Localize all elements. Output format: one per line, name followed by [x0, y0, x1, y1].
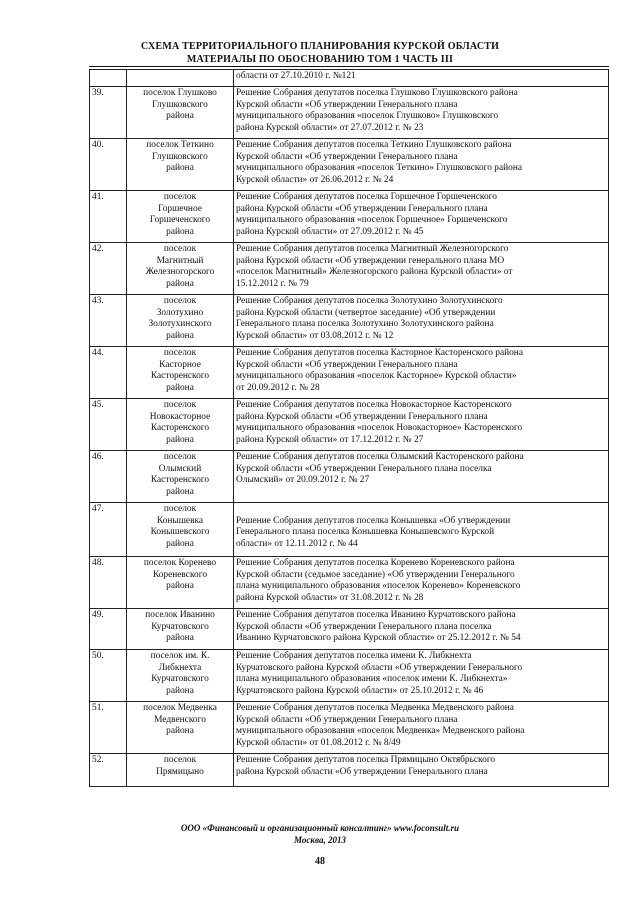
table-row [90, 702, 609, 754]
decision-text-line: Курчатовского района Курской области» от 25.10.2012 г. № 46 [236, 685, 484, 696]
settlement-name-line: района [166, 226, 194, 237]
settlement-name-line: поселок Иванино [145, 610, 215, 620]
table-row [90, 503, 609, 557]
decision-text-line: района Курской области» от 17.12.2012 г. № 27 [236, 434, 424, 445]
decision-text-line: Генерального плана поселка Золотухино Золотухинского района [236, 319, 494, 329]
header-rule [89, 66, 609, 67]
decision-text-line: Курской области» от 26.06.2012 г. № 24 [236, 174, 394, 185]
decision-text-line: района Курской области» от 27.07.2012 г. № 23 [236, 122, 424, 133]
settlement-name-line: Новокасторное [149, 411, 211, 422]
decision-text-line: Решение Собрания депутатов поселка Коренево Кореневского района [236, 558, 515, 568]
decision-text-line: Курской области» от 01.08.2012 г. № 8/49 [236, 737, 401, 748]
decision-text [234, 139, 609, 191]
footer-city: Москва, 2013 [294, 835, 346, 845]
table-row [90, 754, 609, 787]
decision-text-line: Олымский» от 20.09.2012 г. № 27 [236, 475, 370, 485]
settlement-name-line: Горшечное [158, 203, 202, 214]
decision-text-line: Курской области «Об утверждении Генерального плана [236, 151, 458, 162]
settlement-name-line: Магнитный [156, 255, 204, 266]
decision-text-line: муниципального образования «поселок Глушково» Глушковского [236, 111, 499, 121]
table-row [90, 295, 609, 347]
settlement-name-line: поселок Теткино [146, 140, 214, 150]
row-number: 45. [90, 399, 127, 451]
decision-text [234, 609, 609, 650]
decision-text-line [236, 487, 606, 499]
decision-text-line: муниципального образования «поселок Горшечное» Горшеченского [236, 215, 508, 225]
settlement-name [127, 87, 234, 139]
decision-text-line: Решение Собрания депутатов поселка Прямицыно Октябрьского [236, 755, 496, 765]
decision-text-line: района Курской области «Об утверждении Генерального плана [236, 203, 488, 214]
settlement-name [127, 754, 234, 787]
table-row-continuation [90, 70, 609, 87]
settlement-name-line: района [166, 163, 194, 173]
settlement-name-line: Прямицыно [156, 766, 204, 777]
settlement-name [127, 243, 234, 295]
decision-text [234, 702, 609, 754]
table-row [90, 609, 609, 650]
settlement-name [127, 70, 234, 87]
table-row [90, 557, 609, 609]
settlement-name-line: района [166, 111, 194, 121]
settlement-name [127, 650, 234, 702]
decision-text-line: Решение Собрания депутатов поселка имени К. Либкнехта [236, 651, 472, 661]
footer-company: ООО «Финансовый и организационный консалтинг» www.foconsult.ru [180, 823, 460, 833]
decision-text-line [236, 504, 606, 516]
decision-text-line: Решение Собрания депутатов поселка Медвенка Медвенского района [236, 703, 514, 713]
settlement-name-line: района [166, 330, 194, 341]
settlement-name-line: Олымский [158, 463, 202, 474]
row-number: 51. [90, 702, 127, 754]
settlement-name-line: Горшеченского [149, 215, 211, 225]
settlement-name-line: Конышевка [156, 515, 204, 526]
settlement-name-line: Медвенского [154, 714, 206, 725]
decision-text [234, 191, 609, 243]
decision-text-line: района Курской области «Об утверждении Генерального плана [236, 766, 488, 777]
row-number: 48. [90, 557, 127, 609]
settlement-name-line: района [166, 382, 194, 393]
decision-text-line: от 20.09.2012 г. № 28 [236, 382, 320, 393]
settlement-name-line: поселок [163, 192, 197, 202]
row-number [90, 70, 127, 87]
settlement-name-line: Конышевского [150, 527, 210, 537]
settlement-name-line: Золотухинского [148, 319, 212, 329]
decision-text [234, 295, 609, 347]
decision-text [234, 557, 609, 609]
settlement-name-line: Кореневского [152, 569, 208, 580]
settlement-name [127, 139, 234, 191]
settlement-name-line: Глушковского [152, 99, 208, 110]
decision-text [234, 503, 609, 557]
settlement-name-line: Касторное [159, 359, 201, 370]
table-row [90, 451, 609, 503]
row-number: 42. [90, 243, 127, 295]
decision-text-line: Курской области «Об утверждении Генерального плана [236, 359, 458, 370]
decision-text-line: плана муниципального образования «поселок имени К. Либкнехта» [236, 674, 508, 684]
decision-text-line: Решение Собрания депутатов поселка Золотухино Золотухинского [236, 296, 503, 306]
table-row [90, 347, 609, 399]
row-number: 50. [90, 650, 127, 702]
settlement-name-line: Либкнехта [158, 662, 202, 673]
decision-text-line: Решение Собрания депутатов поселка Олымский Касторенского района [236, 452, 524, 462]
settlement-name-line: Золотухино [156, 307, 204, 318]
decision-text-line: муниципального образования «поселок Теткино» Глушковского района [236, 163, 523, 173]
decision-text-line: «поселок Магнитный» Железногорского района Курской области» от [236, 267, 513, 277]
settlement-name [127, 399, 234, 451]
settlement-name-line: района [166, 633, 194, 643]
decision-text-line: района Курской области» от 27.09.2012 г. № 45 [236, 226, 424, 237]
row-number: 40. [90, 139, 127, 191]
decision-text-line: района Курской области (четвертое заседание) «Об утверждении [236, 307, 496, 318]
decision-text-line: Курской области (седьмое заседание) «Об утверждении Генерального [236, 569, 515, 580]
decision-text [234, 243, 609, 295]
row-number: 44. [90, 347, 127, 399]
decision-text-line: Решение Собрания депутатов поселка Иванино Курчатовского района [236, 610, 516, 620]
decision-text-line: района Курской области «Об утверждении Генерального плана [236, 411, 488, 422]
settlement-name-line: поселок [163, 400, 197, 410]
decision-text-line: Решение Собрания депутатов поселка Магнитный Железногорского [236, 244, 509, 254]
settlement-name-line: Касторенского [150, 371, 210, 381]
decision-text: области от 27.10.2010 г. №121 [234, 70, 609, 87]
settlement-name-line: Курчатовского [151, 674, 209, 684]
settlement-name [127, 451, 234, 503]
settlement-name-line: поселок [163, 452, 197, 462]
row-number: 43. [90, 295, 127, 347]
decision-text-line: Курской области «Об утверждении Генерального плана поселка [236, 463, 492, 474]
settlement-name [127, 702, 234, 754]
decision-text-line: Решение Собрания депутатов поселка Глушково Глушковского района [236, 88, 518, 98]
settlement-name-line: поселок Медвенка [143, 703, 217, 713]
settlement-name-line: поселок Кореневo [143, 558, 217, 568]
decision-text-line: муниципального образования «поселок Новокасторное» Касторенского [236, 423, 523, 433]
decision-text-line: района Курской области» от 31.08.2012 г. № 28 [236, 592, 424, 603]
decision-text-line: Курской области «Об утверждении Генерального плана [236, 99, 458, 110]
decision-text-line: Курской области» от 03.08.2012 г. № 12 [236, 330, 394, 341]
row-number: 46. [90, 451, 127, 503]
table-row [90, 243, 609, 295]
decision-text-line: Решение Собрания депутатов поселка Новокасторное Касторенского [236, 400, 512, 410]
decision-text-line: Решение Собрания депутатов поселка Конышевка «Об утверждении [236, 515, 511, 526]
decision-text-line: Решение Собрания депутатов поселка Теткино Глушковского района [236, 140, 512, 150]
table-row [90, 650, 609, 702]
document-title: СХЕМА ТЕРРИТОРИАЛЬНОГО ПЛАНИРОВАНИЯ КУРСКОЙ ОБЛАСТИ [140, 41, 500, 52]
document-subtitle: МАТЕРИАЛЫ ПО ОБОСНОВАНИЮ ТОМ 1 ЧАСТЬ III [186, 54, 454, 65]
table-row [90, 139, 609, 191]
decision-text [234, 451, 609, 503]
settlement-name-line: Железногорского [145, 267, 215, 277]
decision-text-line: Курской области «Об утверждении Генерального плана [236, 714, 458, 725]
table-row [90, 191, 609, 243]
settlement-name-line: поселок им. К. [150, 651, 210, 661]
settlement-name [127, 191, 234, 243]
decision-text-line: 15.12.2012 г. № 79 [236, 278, 309, 289]
settlement-name-line: Касторенского [150, 423, 210, 433]
decision-text-line: муниципального образования «поселок Медвенка» Медвенского района [236, 726, 525, 736]
settlement-name-line: района [166, 581, 194, 591]
settlement-name-line: поселок [163, 296, 197, 306]
settlement-name-line: района [166, 486, 194, 497]
decision-text [234, 87, 609, 139]
decision-text [234, 650, 609, 702]
decision-text-line: Иванино Курчатовского района Курской области» от 25.12.2012 г. № 54 [236, 633, 521, 643]
settlement-name-line: района [166, 538, 194, 549]
decision-text [234, 347, 609, 399]
settlement-name-line: поселок [163, 244, 197, 254]
settlement-name-line: поселок [163, 348, 197, 358]
decision-text [234, 399, 609, 451]
settlement-name [127, 295, 234, 347]
table-row [90, 399, 609, 451]
settlement-name [127, 347, 234, 399]
page-number: 48 [315, 856, 325, 867]
decision-text-line: области» от 12.11.2012 г. № 44 [236, 538, 358, 549]
settlement-name [127, 503, 234, 557]
settlement-name-line: района [166, 434, 194, 445]
decision-text-line: Решение Собрания депутатов поселка Касторное Касторенского района [236, 348, 523, 358]
decision-text [234, 754, 609, 787]
settlement-name [127, 557, 234, 609]
settlement-name-line: Касторенского [150, 475, 210, 485]
decisions-table [89, 69, 609, 787]
settlement-name-line: поселок Глушково [143, 88, 217, 98]
settlement-name-line: Глушковского [152, 151, 208, 162]
settlement-name [127, 609, 234, 650]
row-number: 47. [90, 503, 127, 557]
settlement-name-line: района [166, 278, 194, 289]
decision-text-line: Генерального плана поселка Конышевка Конышевского Курской [236, 527, 495, 537]
row-number: 41. [90, 191, 127, 243]
decision-text-line: Курчатовского района Курской области «Об утверждении Генерального [236, 662, 523, 673]
settlement-name-line: Курчатовского [151, 621, 209, 632]
decision-text-line: Курской области «Об утверждении Генерального плана поселка [236, 621, 492, 632]
settlement-name-line: района [166, 726, 194, 736]
decision-text-line: плана муниципального образования «поселок Коренево» Кореневского [236, 581, 521, 591]
decision-text-line: района Курской области «Об утверждении генерального плана МО [236, 255, 505, 266]
decision-text-line: Решение Собрания депутатов поселка Горшечное Горшеченского [236, 192, 497, 202]
settlement-name-line: поселок [163, 504, 197, 514]
row-number: 39. [90, 87, 127, 139]
decision-text-line: муниципального образования «поселок Касторное» Курской области» [236, 371, 517, 381]
row-number: 52. [90, 754, 127, 787]
table-row [90, 87, 609, 139]
settlement-name-line: поселок [163, 755, 197, 765]
settlement-name-line: района [166, 685, 194, 696]
row-number: 49. [90, 609, 127, 650]
